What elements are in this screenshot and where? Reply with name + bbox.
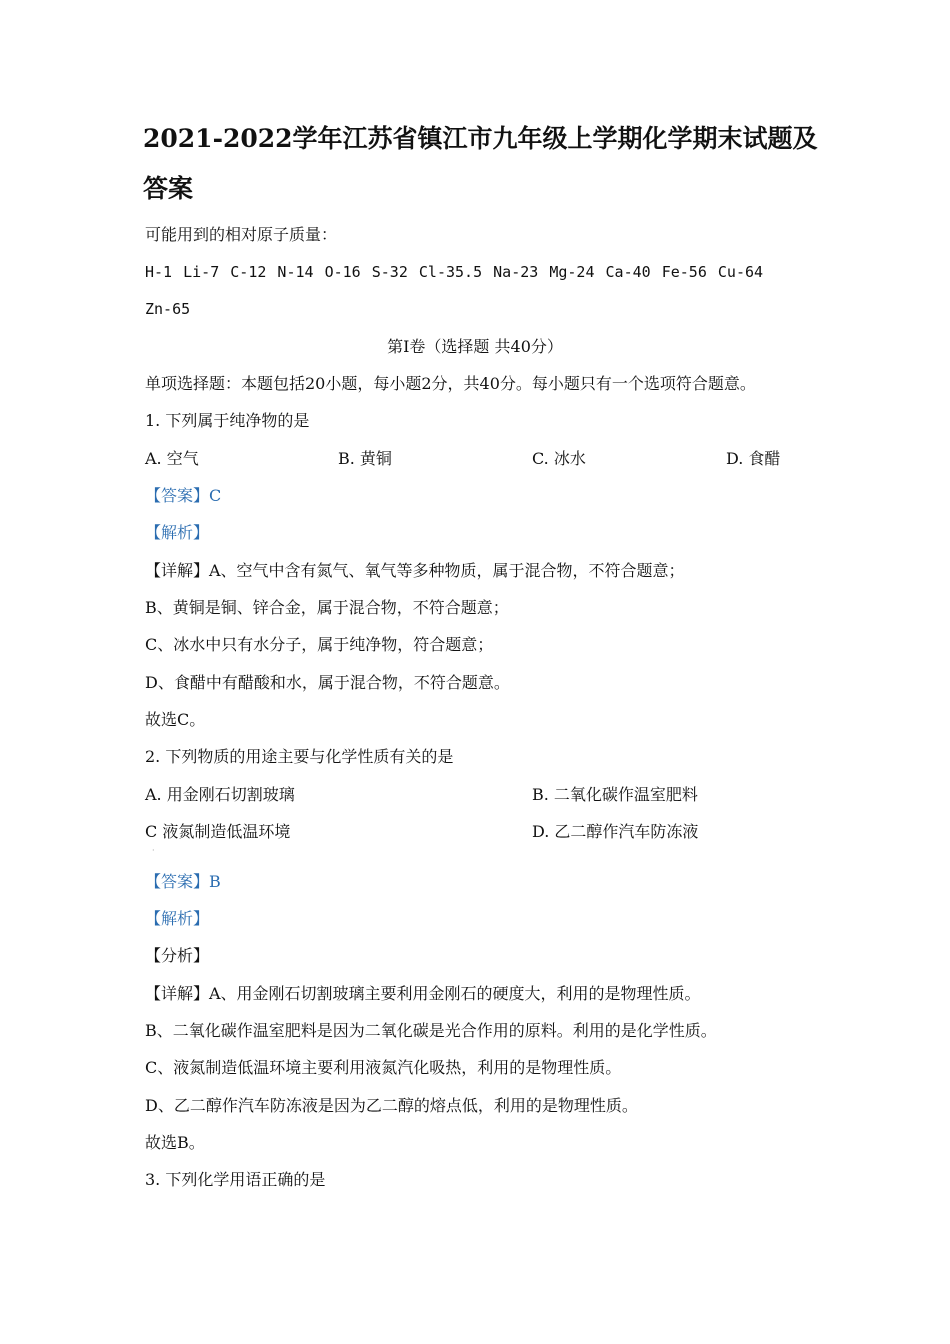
q1-option-d: D. 食醋 <box>726 449 781 468</box>
atomic-masses-line1: H-1 Li-7 C-12 N-14 O-16 S-32 Cl-35.5 Na-23 Mg-24 Ca-40 Fe-56 Cu-64 <box>145 263 764 281</box>
q2-analysis-label: 【解析】 <box>145 909 210 928</box>
section-instructions: 单项选择题：本题包括20小题，每小题2分，共40分。每小题只有一个选项符合题意。 <box>145 374 756 393</box>
q2-option-b: B. 二氧化碳作温室肥料 <box>532 785 698 804</box>
q1-detail-c: C、冰水中只有水分子，属于纯净物，符合题意； <box>145 635 494 654</box>
q1-detail-d: D、食醋中有醋酸和水，属于混合物，不符合题意。 <box>145 673 510 692</box>
q1-option-c: C. 冰水 <box>532 449 586 468</box>
q3-stem: 3. 下列化学用语正确的是 <box>145 1170 326 1189</box>
q2-option-a: A. 用金刚石切割玻璃 <box>145 785 295 804</box>
document-title-line2: 答案 <box>143 174 194 203</box>
atomic-masses-line2: Zn-65 <box>145 300 191 318</box>
document-title-line1: 2021-2022学年江苏省镇江市九年级上学期化学期末试题及 <box>143 124 818 153</box>
q1-detail-a: 【详解】A、空气中含有氮气、氧气等多种物质，属于混合物，不符合题意； <box>145 561 685 580</box>
q2-detail-a: 【详解】A、用金刚石切割玻璃主要利用金刚石的硬度大，利用的是物理性质。 <box>145 984 701 1003</box>
q1-option-a: A. 空气 <box>145 449 199 468</box>
q1-detail-b: B、黄铜是铜、锌合金，属于混合物，不符合题意； <box>145 598 509 617</box>
q1-stem: 1. 下列属于纯净物的是 <box>145 411 310 430</box>
q2-detail-d: D、乙二醇作汽车防冻液是因为乙二醇的熔点低，利用的是物理性质。 <box>145 1096 638 1115</box>
q2-analysis-sub: 【分析】 <box>145 946 210 965</box>
q2-detail-b: B、二氧化碳作温室肥料是因为二氧化碳是光合作用的原料。利用的是化学性质。 <box>145 1021 717 1040</box>
q2-stem: 2. 下列物质的用途主要与化学性质有关的是 <box>145 747 454 766</box>
q1-conclusion: 故选C。 <box>145 710 206 729</box>
q2-option-c: C 液氮制造低温环境 <box>145 822 291 841</box>
section-title: 第Ⅰ卷（选择题 共40分） <box>387 337 563 356</box>
q1-option-b: B. 黄铜 <box>338 449 392 468</box>
q1-answer: 【答案】C <box>145 486 222 505</box>
atomic-mass-intro: 可能用到的相对原子质量： <box>145 225 338 244</box>
q2-option-d: D. 乙二醇作汽车防冻液 <box>532 822 699 841</box>
q2-answer: 【答案】B <box>145 872 221 891</box>
q2-detail-c: C、液氮制造低温环境主要利用液氮汽化吸热，利用的是物理性质。 <box>145 1058 622 1077</box>
q2-option-c-mark: · <box>152 846 155 855</box>
q1-analysis-label: 【解析】 <box>145 523 210 542</box>
q2-conclusion: 故选B。 <box>145 1133 205 1152</box>
